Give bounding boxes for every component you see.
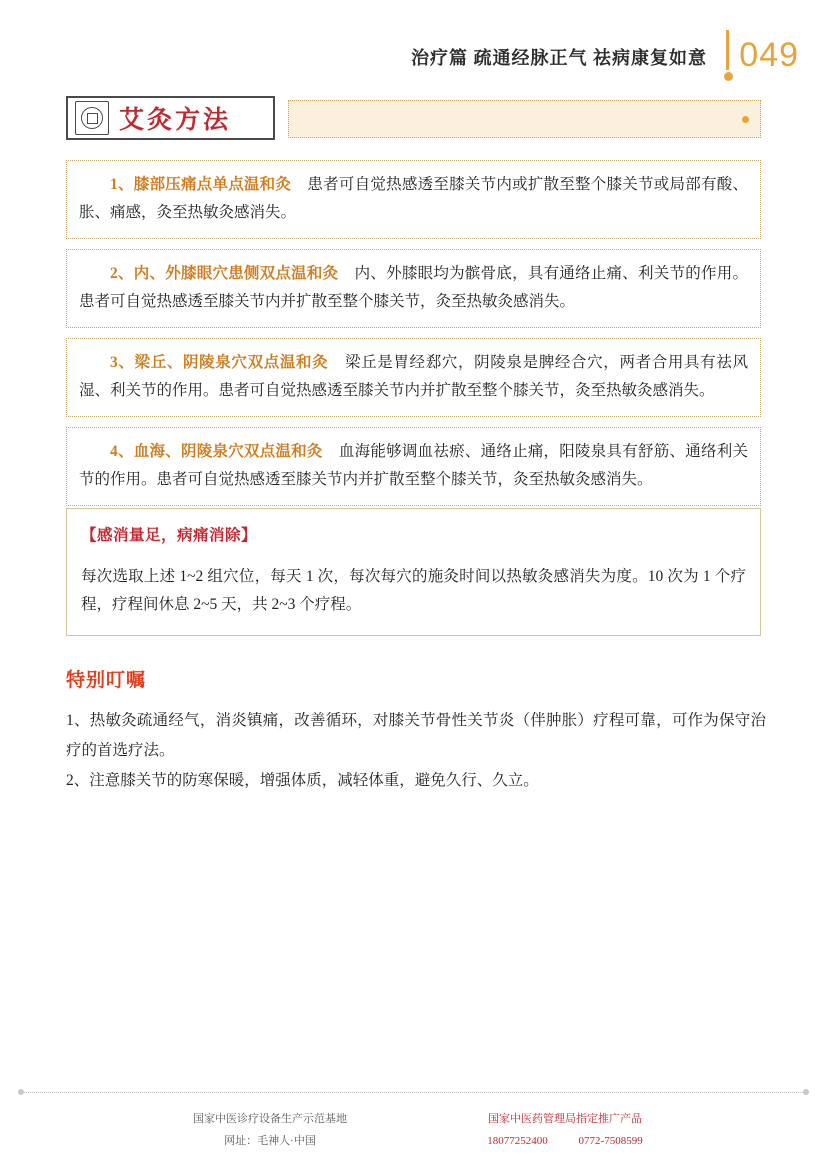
section-title-text: 艾灸方法 [119,107,232,134]
method-lead: 4、血海、阴陵泉穴双点温和灸 [110,443,323,460]
special-advice-section [66,665,766,796]
header-accent-dot [724,72,733,81]
advice-item: 1、热敏灸疏通经气，消炎镇痛，改善循环，对膝关节骨性关节炎（伴肿胀）疗程可靠，可作为保守治疗的首选疗法。 [66,712,766,759]
footer-left-column [150,1108,390,1152]
footer-divider [24,1092,803,1093]
banner-dot-icon [742,116,749,123]
advice-item: 2、注意膝关节的防寒保暖，增强体质，减轻体重，避免久行、久立。 [66,772,539,789]
footer-dot-right-icon [803,1089,809,1095]
list-item [66,160,761,239]
method-lead: 1、膝部压痛点单点温和灸 [110,176,292,193]
method-list [66,160,761,516]
method-text: 梁丘是胃经郄穴，阴陵泉是脾经合穴，两者合用具有祛风湿、利关节的作用。患者可自觉热感透至膝关节内并扩散至整个膝关节，灸至热敏灸感消失。 [79,354,748,399]
footer-right-column [440,1108,690,1152]
section-title-banner [288,100,761,138]
footer-left-line1: 国家中医诊疗设备生产示范基地 [193,1113,347,1125]
note-body: 每次选取上述 1~2 组穴位，每天 1 次，每次每穴的施灸时间以热敏灸感消失为度。10 次为 1 个疗程，疗程间休息 2~5 天，共 2~3 个疗程。 [81,568,746,613]
method-text: 内、外膝眼均为髌骨底，具有通络止痛、利关节的作用。患者可自觉热感透至膝关节内并扩散至整个膝关节，灸至热敏灸感消失。 [79,265,748,310]
method-lead: 2、内、外膝眼穴患侧双点温和灸 [110,265,339,282]
footer-left-line2: 网址：毛神人·中国 [224,1135,316,1147]
footer-right-line1: 国家中医药管理局指定推广产品 [488,1113,642,1125]
method-text: 患者可自觉热感透至膝关节内或扩散至整个膝关节或局部有酸、胀、痛感，灸至热敏灸感消失。 [79,176,748,221]
note-title: 【感消量足，病痛消除】 [81,527,258,544]
list-item [66,427,761,506]
page-number: 049 [739,36,799,74]
list-item [66,338,761,417]
page-title: 治疗篇 疏通经脉正气 祛病康复如意 [411,48,707,68]
method-text: 血海能够调血祛瘀、通络止痛，阳陵泉具有舒筋、通络利关节的作用。患者可自觉热感透至膝关节内并扩散至整个膝关节，灸至热敏灸感消失。 [79,443,748,488]
footer-phone-2: 0772-7508599 [578,1135,643,1147]
section-title-block [66,96,761,142]
header-accent-bar [726,30,729,70]
footer-phone-1: 18077252400 [487,1135,548,1147]
seal-icon [75,101,109,135]
dosage-note-box [66,508,761,636]
section-title-box [66,96,275,140]
page-header [0,22,827,78]
footer-phone-row [440,1130,690,1152]
list-item [66,249,761,328]
method-lead: 3、梁丘、阴陵泉穴双点温和灸 [110,354,329,371]
advice-title: 特别叮嘱 [66,670,147,691]
